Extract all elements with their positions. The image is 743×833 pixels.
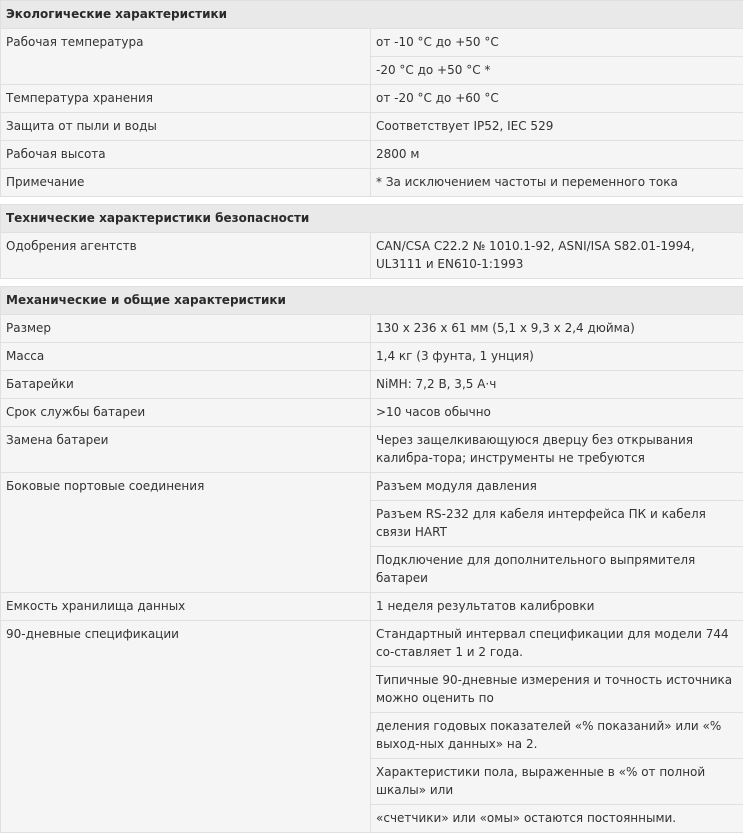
spec-value: 130 x 236 x 61 мм (5,1 x 9,3 x 2,4 дюйма) [371, 315, 743, 343]
section-header [1, 1, 743, 29]
spec-value: «счетчики» или «омы» остаются постоянными. [371, 805, 743, 833]
section-header [1, 205, 743, 233]
spec-value: Подключение для дополнительного выпрямителя батареи [371, 547, 743, 593]
spec-value: CAN/CSA C22.2 № 1010.1-92, ASNI/ISA S82.01-1994, UL3111 и EN610-1:1993 [371, 233, 743, 279]
spec-label: Батарейки [1, 371, 371, 399]
spec-value: Стандартный интервал спецификации для модели 744 со-ставляет 1 и 2 года. [371, 621, 743, 667]
spec-value: 1 неделя результатов калибровки [371, 593, 743, 621]
spec-label: Емкость хранилища данных [1, 593, 371, 621]
spec-label: Примечание [1, 169, 371, 197]
spec-value: Разъем модуля давления [371, 473, 743, 501]
spec-value: деления годовых показателей «% показаний» или «% выход-ных данных» на 2. [371, 713, 743, 759]
spec-label: Масса [1, 343, 371, 371]
spec-value: 2800 м [371, 141, 743, 169]
spec-value: Соответствует IP52, IEC 529 [371, 113, 743, 141]
spec-label: Боковые портовые соединения [1, 473, 371, 593]
spec-row [1, 473, 743, 501]
spec-row [1, 427, 743, 473]
spec-value: * За исключением частоты и переменного тока [371, 169, 743, 197]
spec-row [1, 315, 743, 343]
section-title: Экологические характеристики [1, 1, 743, 29]
spec-value: Типичные 90-дневные измерения и точность источника можно оценить по [371, 667, 743, 713]
spec-value: Характеристики пола, выраженные в «% от полной шкалы» или [371, 759, 743, 805]
spec-row [1, 371, 743, 399]
spec-value: от -10 °C до +50 °C [371, 29, 743, 57]
spec-row [1, 343, 743, 371]
spec-row [1, 233, 743, 279]
spec-label: Рабочая высота [1, 141, 371, 169]
section-spacer [1, 279, 743, 287]
spec-value: 1,4 кг (3 фунта, 1 унция) [371, 343, 743, 371]
spec-label: Срок службы батареи [1, 399, 371, 427]
spec-row [1, 621, 743, 667]
spec-row [1, 85, 743, 113]
spec-label: Одобрения агентств [1, 233, 371, 279]
spec-value: Через защелкивающуюся дверцу без открывания калибра-тора; инструменты не требуются [371, 427, 743, 473]
spec-label: Защита от пыли и воды [1, 113, 371, 141]
spec-label: Размер [1, 315, 371, 343]
spec-row [1, 29, 743, 57]
spec-value: Разъем RS-232 для кабеля интерфейса ПК и кабеля связи HART [371, 501, 743, 547]
section-header [1, 287, 743, 315]
spec-value: -20 °C до +50 °C * [371, 57, 743, 85]
spec-label: Замена батареи [1, 427, 371, 473]
spec-row [1, 593, 743, 621]
section-spacer [1, 197, 743, 205]
spec-row [1, 399, 743, 427]
spec-label: Температура хранения [1, 85, 371, 113]
spec-row [1, 169, 743, 197]
spec-value: от -20 °C до +60 °C [371, 85, 743, 113]
spec-row [1, 141, 743, 169]
spec-value: NiMH: 7,2 В, 3,5 А·ч [371, 371, 743, 399]
spec-row [1, 113, 743, 141]
section-title: Механические и общие характеристики [1, 287, 743, 315]
section-title: Технические характеристики безопасности [1, 205, 743, 233]
spec-label: 90-дневные спецификации [1, 621, 371, 833]
spec-value: >10 часов обычно [371, 399, 743, 427]
spec-label: Рабочая температура [1, 29, 371, 85]
